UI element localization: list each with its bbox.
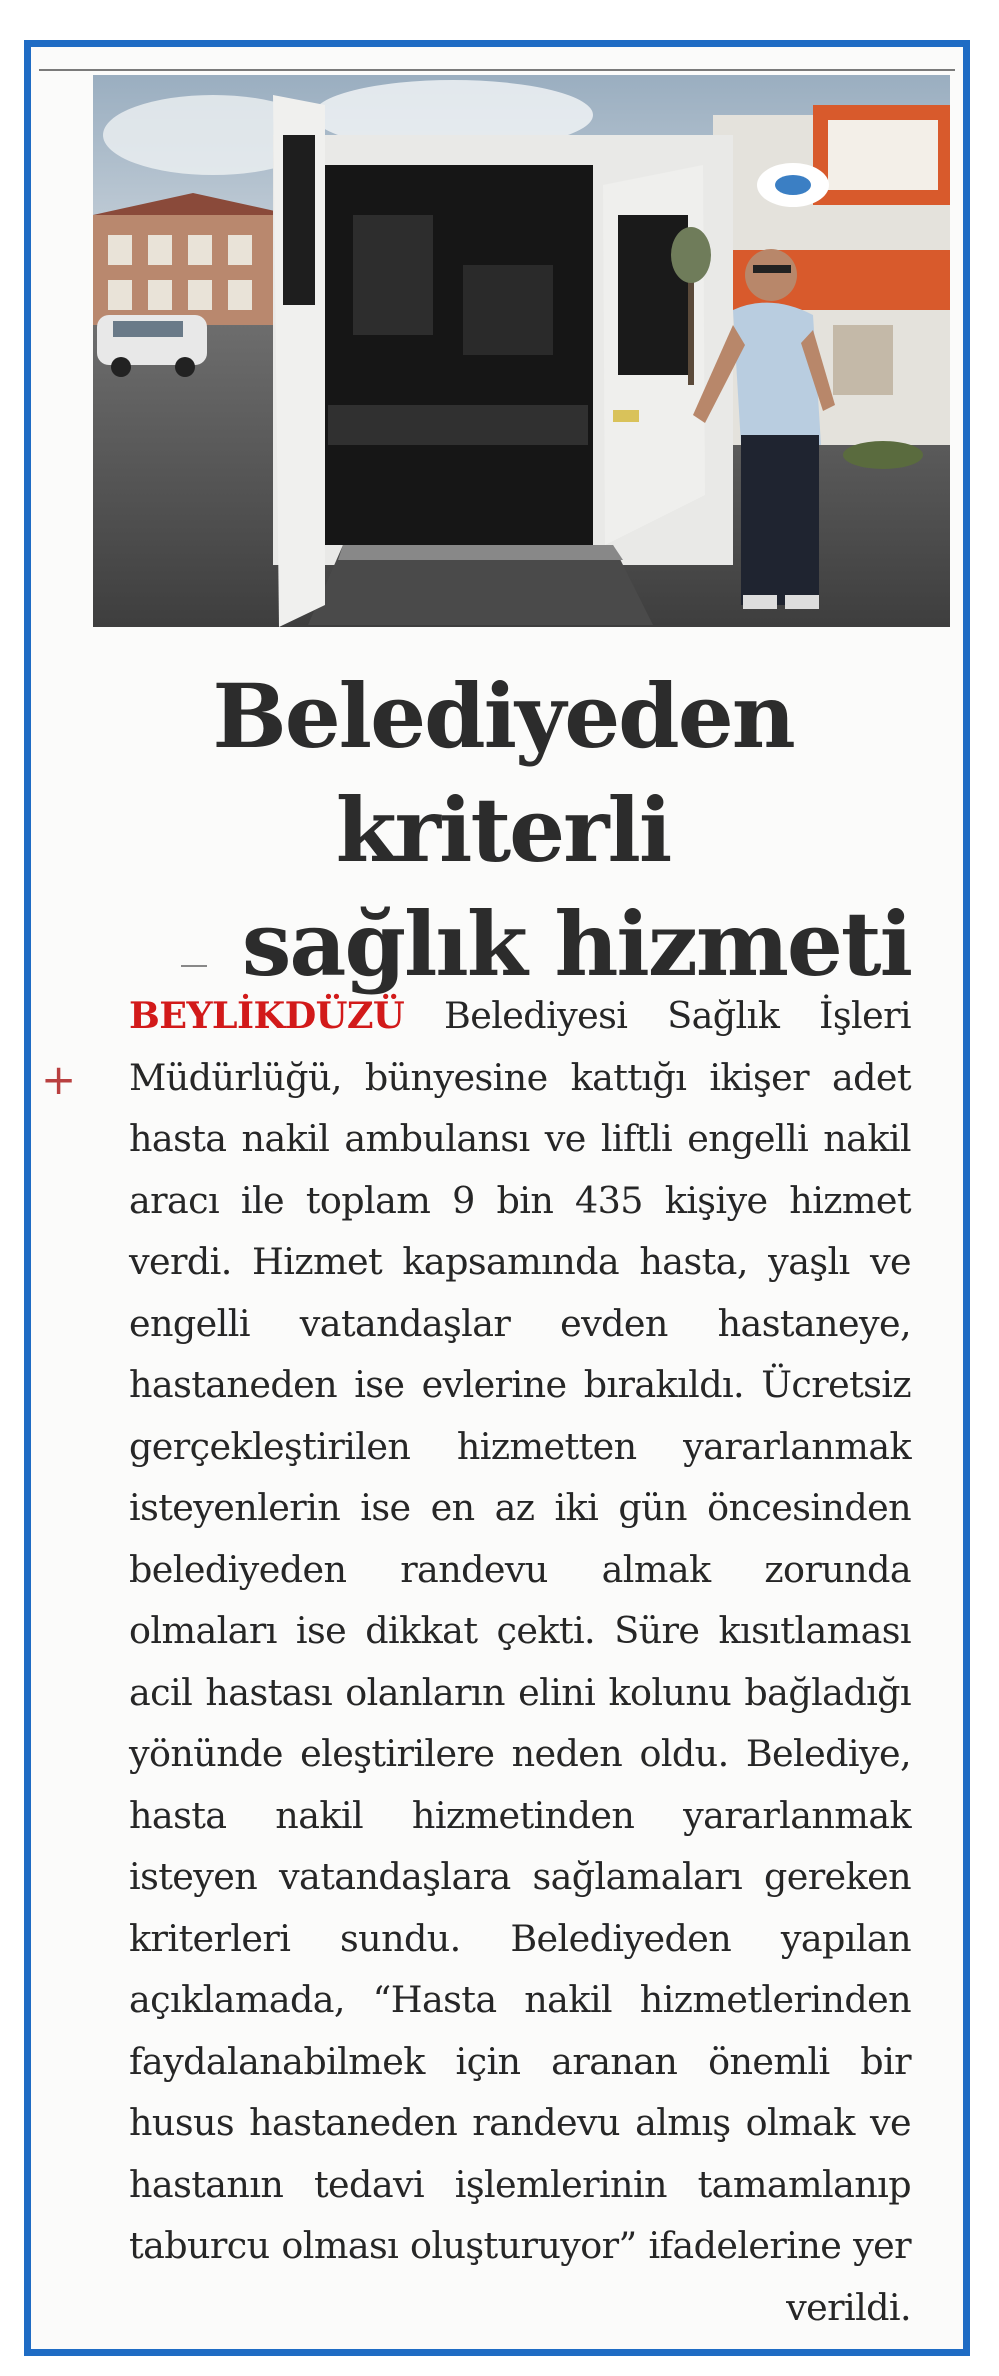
- printer-mark-dash: [181, 965, 207, 967]
- article-body-text: Belediyesi Sağlık İşleri Müdürlüğü, bünyesine kattığı ikişer adet hasta nakil ambulansı ve liftli engelli nakil aracı ile toplam 9 bin 435 kişiye hizmet verdi. Hizmet kapsamında hasta, yaşlı ve engelli vatandaşlar evden hastaneye, hastaneden ise evlerine bırakıldı. Ücretsiz gerçekleştirilen hizmetten yararlanmak isteyenlerin ise en az iki gün öncesinden belediyeden randevu almak zorunda olmaları ise dikkat çekti. Süre kısıtlaması acil hastası olanların elini kolunu bağladığı yönünde eleştirilere neden oldu. Belediye, hasta nakil hizmetinden yararlanmak isteyen vatandaşlara sağlamaları gereken kriterleri sundu. Belediyeden yapılan açıklamada, “Hasta nakil hizmetlerinden faydalanabilmek için aranan önemli bir husus hastaneden randevu almış olmak ve hastanın tedavi işlemlerinin tamamlanıp taburcu olması oluşturuyor” ifadelerine yer verildi.: [129, 994, 911, 2329]
- printer-registration-mark: +: [41, 1055, 77, 1104]
- clipping-frame: [24, 40, 970, 2356]
- headline-line-2: sağlık hizmeti: [241, 892, 911, 996]
- article-body: [129, 985, 911, 2338]
- headline-line-1: Belediyeden kriterli: [212, 664, 794, 882]
- headline: [51, 659, 943, 1001]
- top-rule: [39, 69, 955, 71]
- article-photo: [93, 75, 950, 627]
- dateline: BEYLİKDÜZÜ: [129, 994, 405, 1037]
